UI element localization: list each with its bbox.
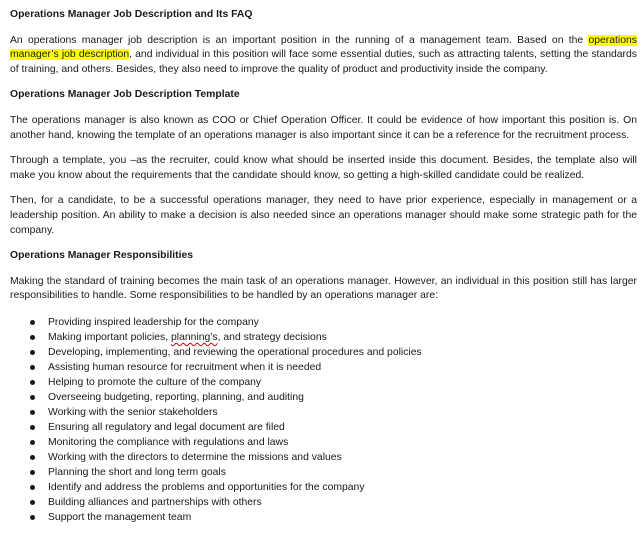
bullet-icon <box>30 470 35 475</box>
list-item <box>10 510 637 525</box>
document-title: Operations Manager Job Description and Its FAQ <box>10 9 253 20</box>
list-item <box>10 315 637 330</box>
bullet-icon <box>30 440 35 445</box>
bullet-icon <box>30 455 35 460</box>
list-item-text: Ensuring all regulatory and legal document are filed <box>48 421 285 433</box>
template-paragraph-3: Then, for a candidate, to be a successful operations manager, they need to have prior experience, especially in management or a leadership position. An ability to make a decision is also needed since an operations manager should make some strategic path for the company. <box>10 195 637 236</box>
bullet-icon <box>30 410 35 415</box>
highlighted-phrase: operations manager’s job description <box>10 34 637 61</box>
responsibilities-list <box>10 315 637 525</box>
bullet-icon <box>30 515 35 520</box>
list-item <box>10 390 637 405</box>
list-item-text: Developing, implementing, and reviewing the operational procedures and policies <box>48 346 422 358</box>
bullet-icon <box>30 335 35 340</box>
intro-paragraph <box>10 34 637 78</box>
responsibilities-heading: Operations Manager Responsibilities <box>10 250 194 262</box>
list-item-text: Planning the short and long term goals <box>48 466 226 478</box>
list-item <box>10 405 637 420</box>
bullet-icon <box>30 500 35 505</box>
list-item-text: Helping to promote the culture of the company <box>48 376 262 388</box>
bullet-icon <box>30 395 35 400</box>
list-item-text: Working with the senior stakeholders <box>48 406 218 418</box>
bullet-icon <box>30 365 35 370</box>
list-item-text: Providing inspired leadership for the company <box>48 316 259 328</box>
list-item-text: Overseeing budgeting, reporting, planning, and auditing <box>48 391 304 403</box>
list-item <box>10 495 637 510</box>
bullet-icon <box>30 380 35 385</box>
list-item-text: Building alliances and partnerships with others <box>48 496 262 508</box>
template-heading: Operations Manager Job Description Template <box>10 89 240 101</box>
list-item <box>10 420 637 435</box>
list-item <box>10 360 637 375</box>
list-item-text-before: Making important policies, <box>48 331 172 343</box>
list-item <box>10 345 637 360</box>
bullet-icon <box>30 425 35 430</box>
list-item-text: Assisting human resource for recruitment when it is needed <box>48 361 322 373</box>
template-paragraph-2: Through a template, you –as the recruiter, could know what should be inserted inside this document. Besides, the template also will make you know about the requirements that the candidate should know, so getting a high-skilled candidate could be realized. <box>10 155 637 181</box>
list-item <box>10 435 637 450</box>
responsibilities-intro: Making the standard of training becomes the main task of an operations manager. However, an individual in this position still has larger responsibilities to handle. Some responsibilities to be handled by an operations manager are: <box>10 275 637 302</box>
list-item-text-after: , and strategy decisions <box>217 331 327 343</box>
list-item <box>10 330 637 345</box>
intro-text-before: An operations manager job description is an important position in the running of a management team. Based on the <box>10 34 589 46</box>
spelling-error-word[interactable]: planning’s <box>171 331 218 343</box>
list-item <box>10 465 637 480</box>
list-item-text: Working with the directors to determine the missions and values <box>48 451 342 463</box>
intro-text-after: , and individual in this position will face some essential duties, such as attracting talents, setting the standards of training, and others. Besides, they also need to improve the quality of product and productivity inside the company. <box>10 49 637 75</box>
list-item-text: Support the management team <box>48 511 192 523</box>
bullet-icon <box>30 485 35 490</box>
list-item <box>10 480 637 495</box>
list-item-text: Monitoring the compliance with regulations and laws <box>48 436 289 448</box>
bullet-icon <box>30 350 35 355</box>
list-item-text: Identify and address the problems and opportunities for the company <box>48 481 365 493</box>
template-paragraph-1: The operations manager is also known as COO or Chief Operation Officer. It could be evidence of how important this position is. On another hand, knowing the template of an operations manager is also important since it can be a reference for the recruitment process. <box>10 114 637 141</box>
bullet-icon <box>30 320 35 325</box>
list-item <box>10 375 637 390</box>
list-item <box>10 450 637 465</box>
